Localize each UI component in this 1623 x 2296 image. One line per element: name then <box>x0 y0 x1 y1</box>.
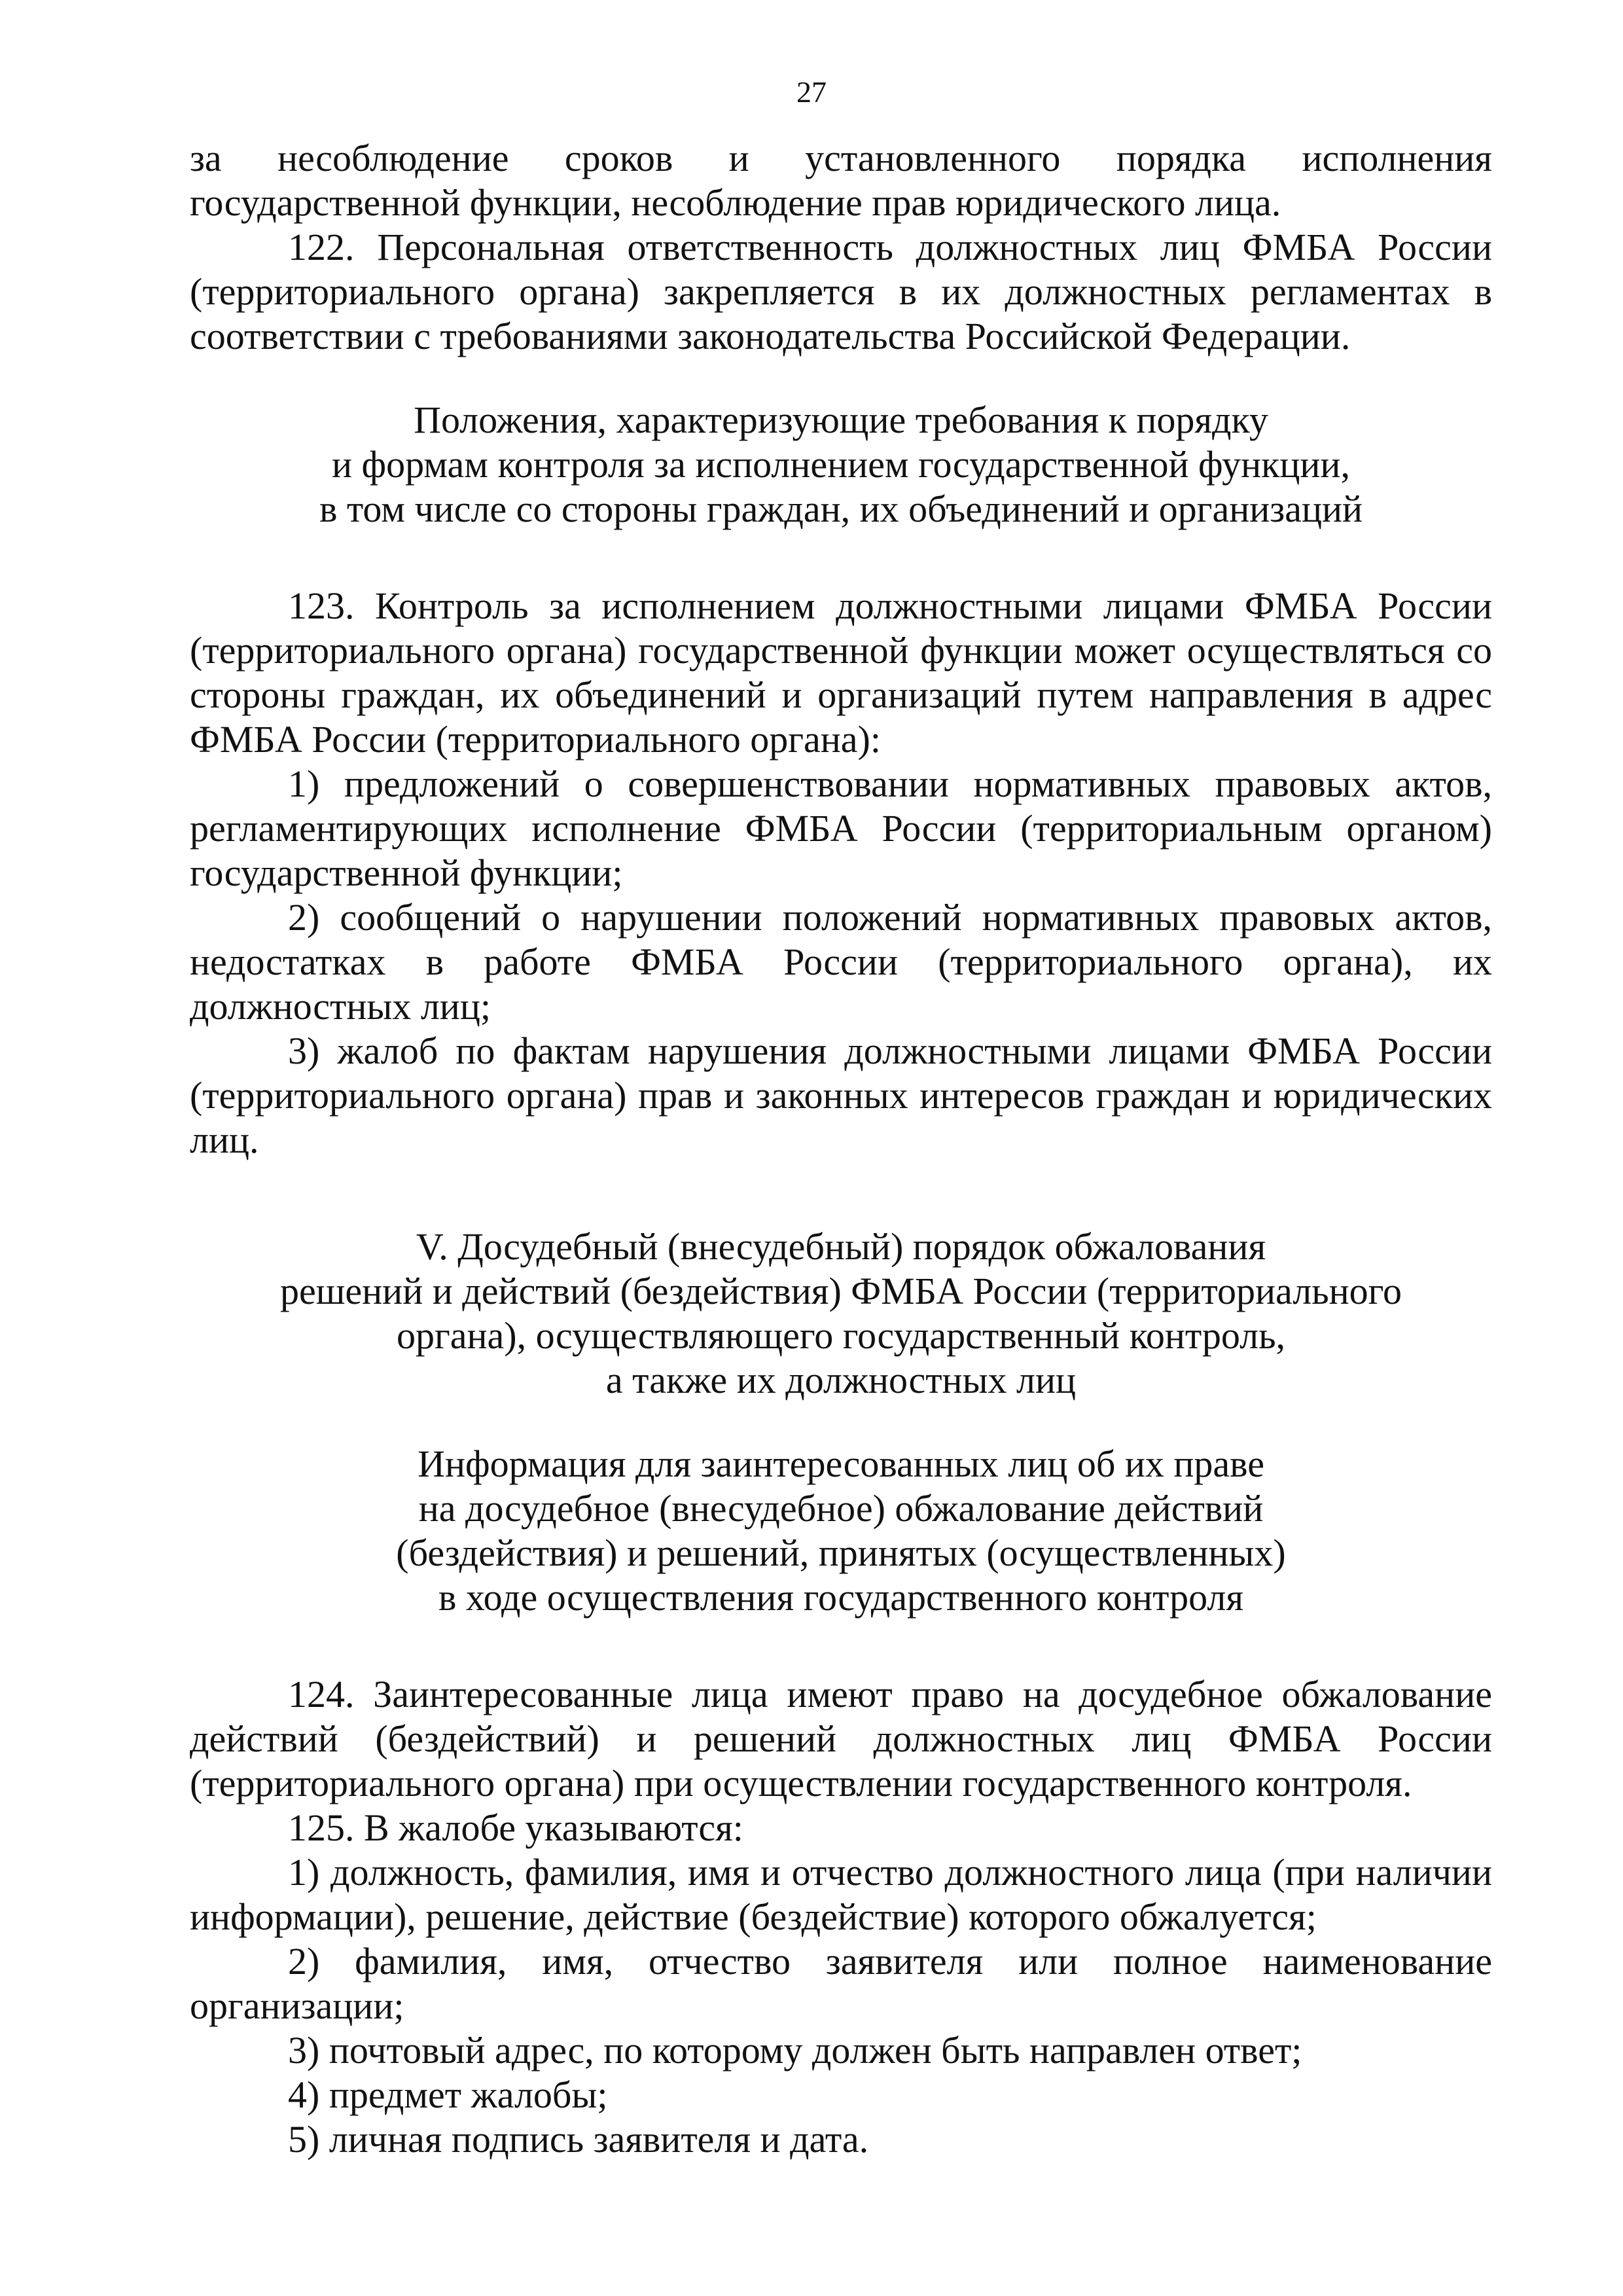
heading-control-requirements <box>190 398 1492 531</box>
heading-line: на досудебное (внесудебное) обжалование действий <box>418 1487 1264 1530</box>
document-body <box>190 136 1492 2162</box>
heading-line: в том числе со стороны граждан, их объединений и организаций <box>319 488 1363 530</box>
paragraph-123-item-1: 1) предложений о совершенствовании нормативных правовых актов, регламентирующих исполнение ФМБА России (территориальным органом) государственной функции; <box>190 762 1492 894</box>
paragraph-123-item-2: 2) сообщений о нарушении положений нормативных правовых актов, недостатках в работе ФМБА России (территориального органа), их должностных лиц; <box>190 896 1492 1028</box>
paragraph-125-item-1: 1) должность, фамилия, имя и отчество должностного лица (при наличии информации), решение, действие (бездействие) которого обжалуется; <box>190 1851 1492 1938</box>
paragraph-123-item-3: 3) жалоб по фактам нарушения должностными лицами ФМБА России (территориального органа) прав и законных интересов граждан и юридических лиц. <box>190 1030 1492 1161</box>
heading-line: Положения, характеризующие требования к порядку <box>414 399 1268 441</box>
heading-line: Информация для заинтересованных лиц об их праве <box>418 1443 1264 1485</box>
heading-line: в ходе осуществления государственного контроля <box>438 1576 1244 1619</box>
paragraph-125-item-5: 5) личная подпись заявителя и дата. <box>288 2118 869 2161</box>
heading-line: решений и действий (бездействия) ФМБА России (территориального <box>279 1270 1402 1312</box>
section-v-heading <box>190 1225 1492 1403</box>
paragraph-125-item-4: 4) предмет жалобы; <box>288 2073 608 2116</box>
paragraph-122: 122. Персональная ответственность должностных лиц ФМБА России (территориального органа) закрепляется в их должностных регламентах в соответствии с требованиями законодательства Российской Федерации. <box>190 226 1492 357</box>
heading-line: V. Досудебный (внесудебный) порядок обжалования <box>416 1225 1266 1268</box>
paragraph-123: 123. Контроль за исполнением должностными лицами ФМБА России (территориального органа) государственной функции может осуществляться со стороны граждан, их объединений и организаций путем направления в адрес ФМБА России (территориального органа): <box>190 584 1492 761</box>
paragraph-124: 124. Заинтересованные лица имеют право на досудебное обжалование действий (бездействий) и решений должностных лиц ФМБА России (территориального органа) при осуществлении государственного контроля. <box>190 1673 1492 1804</box>
continuation-paragraph: за несоблюдение сроков и установленного порядка исполнения государственной функции, несоблюдение прав юридического лица. <box>190 137 1492 224</box>
page-number: 27 <box>796 75 827 109</box>
heading-line: а также их должностных лиц <box>605 1359 1077 1401</box>
heading-line: (бездействия) и решений, принятых (осуществленных) <box>396 1532 1286 1574</box>
paragraph-125-item-3: 3) почтовый адрес, по которому должен быть направлен ответ; <box>288 2029 1302 2072</box>
heading-line: органа), осуществляющего государственный контроль, <box>396 1314 1286 1357</box>
paragraph-125: 125. В жалобе указываются: <box>288 1806 743 1849</box>
heading-appeal-information <box>190 1442 1492 1620</box>
heading-line: и формам контроля за исполнением государственной функции, <box>332 443 1350 486</box>
paragraph-125-item-2: 2) фамилия, имя, отчество заявителя или полное наименование организации; <box>190 1940 1492 2027</box>
